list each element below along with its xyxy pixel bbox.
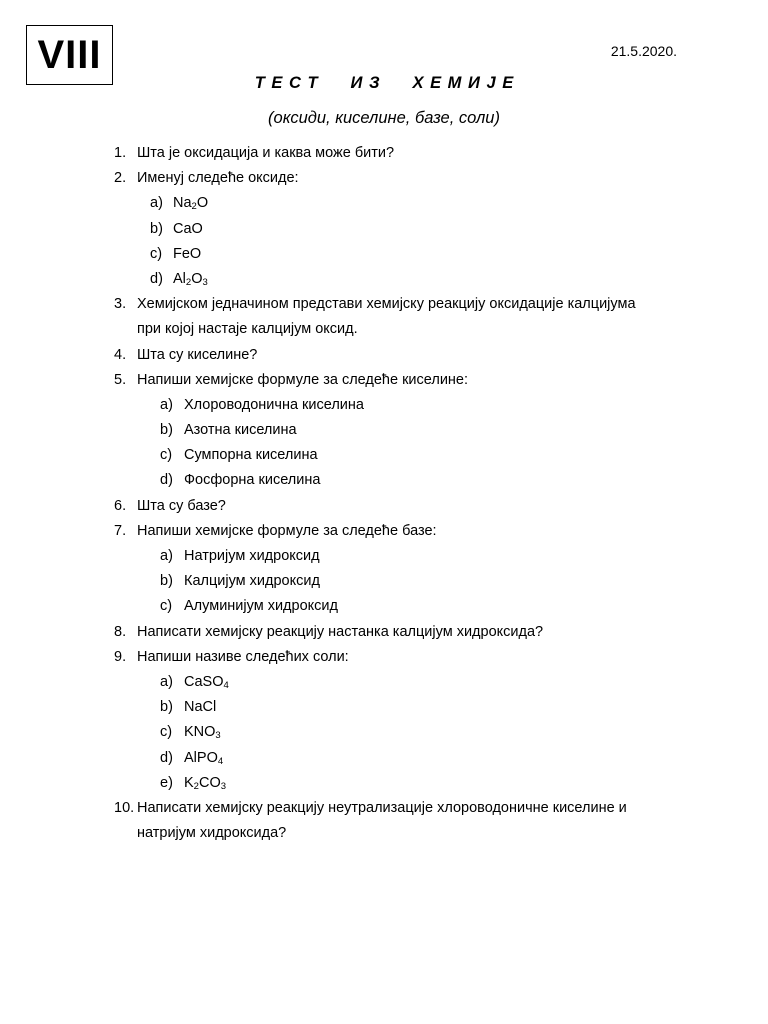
question-number: 10. xyxy=(114,799,135,816)
question-text: Именуј следеће оксиде: xyxy=(137,170,299,187)
question-8 xyxy=(0,620,768,645)
question-text: Хемијском једначином представи хемијску реакцију оксидације калцијума xyxy=(137,296,636,313)
question-10 xyxy=(0,796,768,821)
question-9-option-b xyxy=(0,695,768,720)
option-label: a) xyxy=(150,195,163,212)
formula-k2co3: $K_2CO_3$ xyxy=(184,774,227,792)
option-label: c) xyxy=(160,598,173,615)
option-label: b) xyxy=(160,573,173,590)
formula-feo: FeO xyxy=(173,245,202,262)
question-number: 7. xyxy=(114,522,127,539)
option-text: Сумпорна киселина xyxy=(184,447,318,464)
option-text: Фосфорна киселина xyxy=(184,472,321,489)
question-5 xyxy=(0,368,768,393)
question-3 xyxy=(0,292,768,317)
question-number: 9. xyxy=(114,648,127,665)
question-number: 2. xyxy=(114,170,127,187)
question-2-option-b xyxy=(0,217,768,242)
option-label: a) xyxy=(160,548,173,564)
question-5-option-d xyxy=(0,468,768,493)
option-label: b) xyxy=(160,422,173,439)
option-label: e) xyxy=(160,774,173,791)
question-number: 8. xyxy=(114,623,127,640)
question-9-option-e xyxy=(0,771,768,796)
question-text: натријум хидроксида? xyxy=(137,825,287,842)
question-text: Написати хемијску реакцију неутрализације хлороводоничне киселине и xyxy=(137,799,627,816)
question-9-option-a xyxy=(0,670,768,695)
question-2-option-d xyxy=(0,267,768,292)
question-2 xyxy=(0,166,768,191)
question-10-continued xyxy=(0,821,768,846)
question-7-option-b xyxy=(0,569,768,594)
option-label: a) xyxy=(160,673,173,690)
formula-caso4: CaSO$_4$ xyxy=(184,673,229,691)
question-9-option-d xyxy=(0,746,768,771)
option-label: b) xyxy=(150,220,163,237)
formula-al2o3: $Al_2O_3$ xyxy=(173,270,208,288)
question-2-option-a xyxy=(0,191,768,216)
formula-nacl: NaCl xyxy=(184,699,217,716)
test-title: Т Е С Т И З Х Е М И Ј Е xyxy=(254,74,514,92)
question-text: Напиши хемијске формуле за следеће киселине: xyxy=(137,371,469,388)
option-label: d) xyxy=(160,749,173,766)
option-text: Азотна киселина xyxy=(184,422,297,439)
question-5-option-a xyxy=(0,393,768,418)
test-subtitle: (оксиди, киселине, базе, соли) xyxy=(268,109,500,127)
question-number: 4. xyxy=(114,346,127,363)
option-label: d) xyxy=(160,472,173,489)
option-label: a) xyxy=(160,396,173,413)
option-text: Калцијум хидроксид xyxy=(184,573,320,590)
question-9-option-c xyxy=(0,720,768,745)
question-2-option-c xyxy=(0,242,768,267)
question-4 xyxy=(0,343,768,368)
option-label: b) xyxy=(160,699,173,716)
question-text: Написати хемијску реакцију настанка калцијум хидроксида? xyxy=(137,623,544,640)
option-text: Алуминијум хидроксид xyxy=(184,598,338,615)
question-9 xyxy=(0,645,768,670)
question-3-continued xyxy=(0,317,768,342)
question-number: 5. xyxy=(114,371,127,388)
option-text: Хлороводонична киселина xyxy=(184,396,364,413)
question-1 xyxy=(0,141,768,166)
question-7 xyxy=(0,519,768,544)
question-7-option-a xyxy=(0,544,768,569)
grade-box: VIII xyxy=(26,25,113,85)
test-date: 21.5.2020. xyxy=(610,43,677,59)
question-5-option-b xyxy=(0,418,768,443)
question-number: 3. xyxy=(114,296,127,313)
question-text: при којој настаје калцијум оксид. xyxy=(137,321,358,338)
question-text: Напиши хемијске формуле за следеће базе: xyxy=(137,522,437,539)
formula-na2o: $Na_2O$ xyxy=(173,195,209,213)
question-text: Шта је оксидација и каква може бити? xyxy=(137,145,395,161)
question-text: Напиши називе следећих соли: xyxy=(137,648,349,665)
question-7-option-c xyxy=(0,594,768,619)
question-text: Шта су базе? xyxy=(137,497,226,514)
formula-alpo4: AlPO$_4$ xyxy=(184,749,224,767)
option-label: d) xyxy=(150,270,163,287)
question-5-option-c xyxy=(0,443,768,468)
formula-kno3: $KNO_3$ xyxy=(184,724,221,742)
question-list xyxy=(0,141,768,846)
option-text: Натријум хидроксид xyxy=(184,548,320,564)
question-6 xyxy=(0,494,768,519)
question-text: Шта су киселине? xyxy=(137,346,258,363)
option-label: c) xyxy=(160,447,173,464)
option-label: c) xyxy=(160,724,173,741)
formula-cao: CaO xyxy=(173,220,203,237)
option-label: c) xyxy=(150,245,163,262)
question-number: 1. xyxy=(114,145,127,161)
question-number: 6. xyxy=(114,497,127,514)
